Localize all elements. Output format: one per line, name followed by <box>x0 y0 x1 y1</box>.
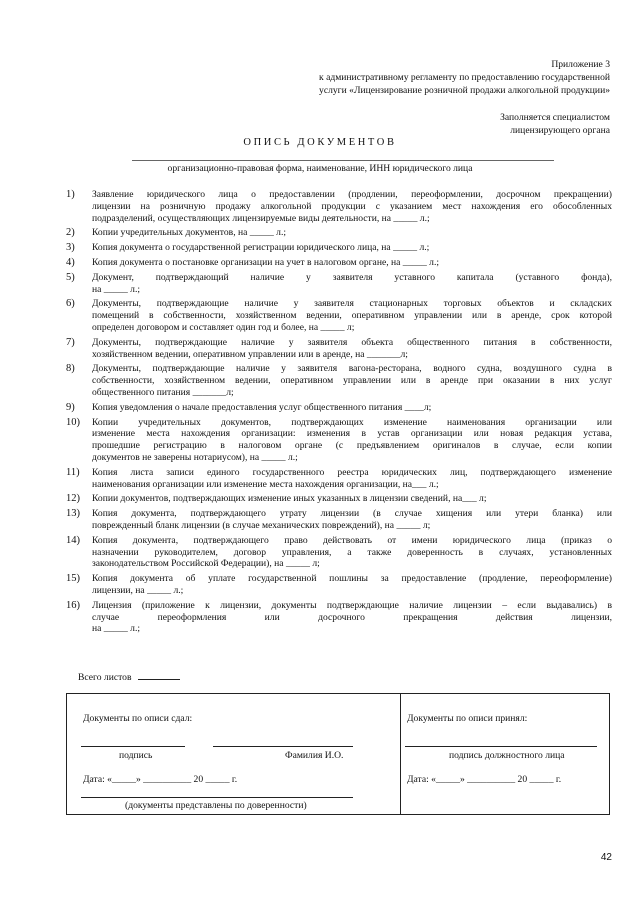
received-title: Документы по описи принял: <box>407 713 528 724</box>
list-item-text <box>92 535 612 570</box>
list-item-number: 10) <box>66 416 80 428</box>
list-item-number: 16) <box>66 599 80 611</box>
list-item <box>66 257 612 269</box>
fill-note-line-2: лицензирующего органа <box>510 125 610 136</box>
list-item-line: Копия документа о государственной регистрации юридического лица, на _____ л.; <box>92 242 430 254</box>
receiver-date: Дата: «_____» __________ 20 _____ г. <box>407 774 562 785</box>
list-item-number: 14) <box>66 534 80 546</box>
submitter-name-caption: Фамилия И.О. <box>285 750 344 761</box>
submitter-signature-line <box>81 746 185 747</box>
list-item-text <box>92 189 612 224</box>
list-item <box>66 467 612 491</box>
fill-note <box>500 111 610 137</box>
appendix-number: Приложение 3 <box>551 59 610 70</box>
list-item <box>66 298 612 333</box>
total-sheets-label: Всего листов <box>78 672 132 683</box>
list-item-line: на _____ л.; <box>92 283 141 295</box>
list-item-number: 5) <box>66 271 75 283</box>
list-item-number: 7) <box>66 336 75 348</box>
list-item-line: случае переоформления или досрочного прекращения действия лицензии, <box>92 611 612 623</box>
list-item-line: хозяйственном ведении, оперативном управлении или в аренде, на _______л; <box>92 348 408 360</box>
list-item-number: 2) <box>66 227 75 239</box>
org-fill-line <box>132 160 554 161</box>
proxy-caption: (документы представлены по доверенности) <box>125 800 307 811</box>
list-item-text <box>92 242 612 254</box>
list-item-line: Копия документа, подтверждающего утрату лицензии (в случае хищения или утери бланка) или <box>92 508 612 520</box>
list-item-number: 6) <box>66 298 75 310</box>
officer-signature-caption: подпись должностного лица <box>449 750 565 761</box>
list-item-line: Документы, подтверждающие наличие у заявителя стационарных торговых объектов и складских <box>92 298 612 310</box>
list-item-line: Копия листа записи единого государственного реестра юридических лиц, подтверждающего изменение <box>92 466 612 478</box>
list-item-line: Копия документа о постановке организации на учет в налоговом органе, на _____ л.; <box>92 256 440 268</box>
list-item-line: Документы, подтверждающие наличие у заявителя объекта общественного питания в собственности, <box>92 336 612 348</box>
list-item-text <box>92 417 612 464</box>
submitter-date: Дата: «_____» __________ 20 _____ г. <box>83 774 238 785</box>
list-item-line: изменение места нахождения организации: изменения в устав организации или новая редакция устава, <box>92 428 612 440</box>
list-item <box>66 363 612 398</box>
list-item <box>66 337 612 361</box>
list-item-number: 1) <box>66 189 75 200</box>
list-item-line: прошедшие регистрацию в налоговом органе (с предъявлением оригиналов в случае, если копии <box>92 440 612 452</box>
list-item <box>66 227 612 239</box>
appendix-reference-line-1: к административному регламенту по предоставлению государственной <box>319 72 610 83</box>
list-item-text <box>92 402 612 414</box>
table-divider <box>400 694 401 814</box>
list-item-text <box>92 298 612 333</box>
submitted-title: Документы по описи сдал: <box>83 713 193 724</box>
list-item-line: назначении руководителем, договор управления, а также доверенность в случаях, установленных <box>92 546 612 558</box>
list-item-line: Документ, подтверждающий наличие у заявителя уставного капитала (уставного фонда), <box>92 271 612 283</box>
list-item-line: подразделений, осуществляющих лицензируемые виды деятельности, на _____ л.; <box>92 212 430 224</box>
list-item-line: документов не заверены нотариусом), на _____ л.; <box>92 451 298 463</box>
list-item-text <box>92 508 612 532</box>
list-item-text <box>92 467 612 491</box>
appendix-reference-line-2: услуги «Лицензирование розничной продажи алкогольной продукции» <box>319 85 610 96</box>
list-item <box>66 242 612 254</box>
fill-note-line-1: Заполняется специалистом <box>500 112 610 123</box>
list-item-text <box>92 257 612 269</box>
list-item-number: 11) <box>66 466 80 478</box>
total-sheets <box>78 670 180 683</box>
list-item <box>66 272 612 296</box>
list-item-number: 12) <box>66 493 80 505</box>
list-item <box>66 493 612 505</box>
list-item-number: 15) <box>66 573 80 585</box>
list-item-line: Копии учредительных документов, на _____ л.; <box>92 227 287 239</box>
list-item <box>66 573 612 597</box>
list-item-line: лицензии на розничную продажу алкогольной продукции с указанием мест нахождения его обособленных <box>92 200 612 212</box>
list-item-text <box>92 337 612 361</box>
list-item-line: Копии учредительных документов, подтверждающих изменение наименования организации или <box>92 416 612 428</box>
list-item-text <box>92 573 612 597</box>
appendix-header <box>190 58 610 97</box>
org-caption: организационно-правовая форма, наименование, ИНН юридического лица <box>167 163 473 174</box>
list-item-line: поврежденный бланк лицензии (в случае механических повреждений), на _____ л; <box>92 519 431 531</box>
list-item-line: законодательством Российской Федерации), на _____ л; <box>92 558 320 570</box>
list-item-number: 8) <box>66 363 75 375</box>
list-item-number: 3) <box>66 242 75 254</box>
list-item-number: 4) <box>66 256 75 268</box>
list-item-line: помещений в собственности, хозяйственном ведении, оперативном управлении или в аренде, срок которой <box>92 310 612 322</box>
list-item-line: Заявление юридического лица о предоставлении (продлении, переоформлении, досрочном прекращении) <box>92 189 612 200</box>
submitter-signature-caption: подпись <box>119 750 153 761</box>
list-item-line: лицензии, на _____ л.; <box>92 584 184 596</box>
submitter-name-line <box>213 746 353 747</box>
proxy-line <box>81 797 353 798</box>
list-item-text <box>92 600 612 635</box>
list-item-number: 9) <box>66 401 75 413</box>
list-item <box>66 535 612 570</box>
list-item-line: Копия документа об уплате государственной пошлины за предоставление (продление, переоформление) <box>92 573 612 585</box>
document-title: ОПИСЬ ДОКУМЕНТОВ <box>243 137 397 148</box>
list-item-number: 13) <box>66 508 80 520</box>
document-list <box>66 189 612 638</box>
list-item <box>66 600 612 635</box>
list-item-line: Документы, подтверждающие наличие у заявителя вагона-ресторана, водного судна, воздушного судна в <box>92 363 612 375</box>
list-item-line: наименования организации или изменение места нахождения организации, на___ л.; <box>92 478 439 490</box>
list-item-text <box>92 227 612 239</box>
list-item-line: Копия уведомления о начале предоставления услуг общественного питания ____л; <box>92 401 432 413</box>
list-item-line: определен договором и составляет один год и более, на _____ л; <box>92 321 355 333</box>
page-number: 42 <box>600 852 612 863</box>
list-item <box>66 417 612 464</box>
list-item-line: собственности, хозяйственном ведении, оперативном управлении или в аренде при оказании в них услуг <box>92 375 612 387</box>
list-item-line: Лицензия (приложение к лицензии, документы подтверждающие наличие лицензии – если выдавались) в <box>92 599 612 611</box>
officer-signature-line <box>405 746 597 747</box>
handover-table <box>66 693 610 815</box>
list-item <box>66 189 612 224</box>
list-item-line: общественного питания _______л; <box>92 386 234 398</box>
total-sheets-blank <box>138 670 180 680</box>
list-item-text <box>92 363 612 398</box>
list-item <box>66 402 612 414</box>
list-item-text <box>92 493 612 505</box>
list-item-line: Копия документа, подтверждающего право действовать от имени юридического лица (приказ о <box>92 534 612 546</box>
list-item <box>66 508 612 532</box>
list-item-text <box>92 272 612 296</box>
list-item-line: на _____ л.; <box>92 623 141 635</box>
list-item-line: Копии документов, подтверждающих изменение иных указанных в лицензии сведений, на___ л; <box>92 493 487 505</box>
